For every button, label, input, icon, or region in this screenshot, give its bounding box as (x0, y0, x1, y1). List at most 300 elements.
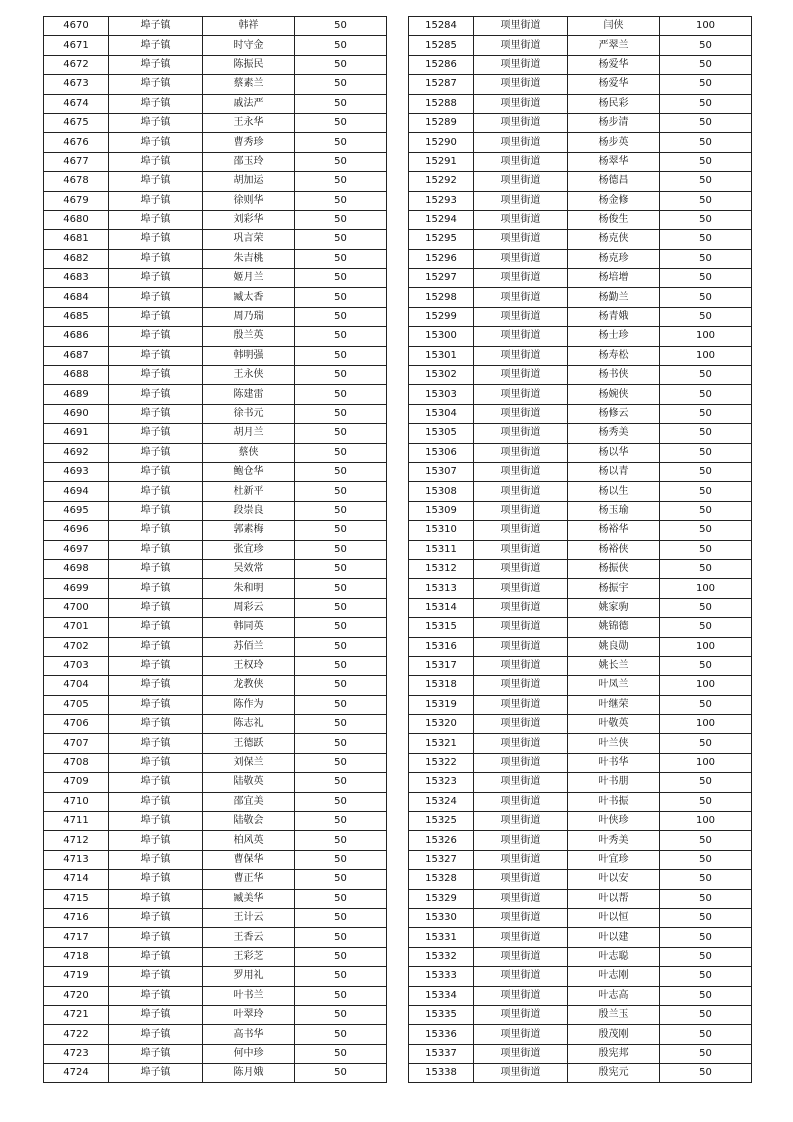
table-row (409, 249, 752, 268)
person-name-cell: 鲍仓华 (203, 462, 295, 481)
district-cell: 埠子镇 (109, 482, 203, 501)
amount-cell: 50 (295, 928, 387, 947)
amount-cell: 50 (295, 676, 387, 695)
amount-cell: 50 (295, 191, 387, 210)
table-row (44, 792, 387, 811)
record-number-cell: 15309 (409, 501, 474, 520)
record-number-cell: 15333 (409, 967, 474, 986)
record-number-cell: 15288 (409, 94, 474, 113)
district-cell: 项里街道 (474, 249, 568, 268)
amount-cell: 50 (295, 404, 387, 423)
record-number-cell: 4704 (44, 676, 109, 695)
district-cell: 埠子镇 (109, 385, 203, 404)
table-row (409, 55, 752, 74)
district-cell: 项里街道 (474, 947, 568, 966)
district-cell: 项里街道 (474, 75, 568, 94)
person-name-cell: 姚长兰 (568, 656, 660, 675)
district-cell: 埠子镇 (109, 947, 203, 966)
amount-cell: 50 (295, 1025, 387, 1044)
table-row (409, 17, 752, 36)
district-cell: 项里街道 (474, 812, 568, 831)
record-number-cell: 4713 (44, 850, 109, 869)
district-cell: 埠子镇 (109, 850, 203, 869)
district-cell: 埠子镇 (109, 443, 203, 462)
amount-cell: 50 (660, 831, 752, 850)
amount-cell: 50 (295, 385, 387, 404)
district-cell: 项里街道 (474, 191, 568, 210)
amount-cell: 50 (295, 443, 387, 462)
person-name-cell: 杨勤兰 (568, 288, 660, 307)
district-cell: 埠子镇 (109, 695, 203, 714)
table-row (409, 482, 752, 501)
district-cell: 埠子镇 (109, 773, 203, 792)
person-name-cell: 杨秀美 (568, 424, 660, 443)
record-number-cell: 15292 (409, 172, 474, 191)
record-number-cell: 4714 (44, 870, 109, 889)
record-number-cell: 15327 (409, 850, 474, 869)
record-number-cell: 4685 (44, 307, 109, 326)
record-number-cell: 4721 (44, 1005, 109, 1024)
amount-cell: 50 (660, 482, 752, 501)
district-cell: 项里街道 (474, 870, 568, 889)
district-cell: 项里街道 (474, 753, 568, 772)
record-number-cell: 15313 (409, 579, 474, 598)
person-name-cell: 曹秀珍 (203, 133, 295, 152)
record-number-cell: 4680 (44, 210, 109, 229)
district-cell: 埠子镇 (109, 172, 203, 191)
person-name-cell: 蔡侠 (203, 443, 295, 462)
record-number-cell: 4697 (44, 540, 109, 559)
amount-cell: 100 (660, 327, 752, 346)
table-row (44, 327, 387, 346)
district-cell: 项里街道 (474, 637, 568, 656)
table-row (44, 424, 387, 443)
record-number-cell: 15321 (409, 734, 474, 753)
district-cell: 埠子镇 (109, 424, 203, 443)
amount-cell: 50 (295, 889, 387, 908)
table-row (409, 753, 752, 772)
amount-cell: 50 (660, 269, 752, 288)
record-number-cell: 15302 (409, 366, 474, 385)
district-cell: 埠子镇 (109, 307, 203, 326)
record-number-cell: 4701 (44, 618, 109, 637)
table-row (409, 307, 752, 326)
district-cell: 埠子镇 (109, 462, 203, 481)
record-number-cell: 15318 (409, 676, 474, 695)
record-number-cell: 4677 (44, 152, 109, 171)
district-cell: 埠子镇 (109, 618, 203, 637)
table-row (44, 36, 387, 55)
amount-cell: 50 (295, 249, 387, 268)
table-row (44, 55, 387, 74)
district-cell: 项里街道 (474, 269, 568, 288)
district-cell: 项里街道 (474, 889, 568, 908)
table-row (409, 327, 752, 346)
amount-cell: 50 (295, 482, 387, 501)
person-name-cell: 杨培增 (568, 269, 660, 288)
table-row (409, 734, 752, 753)
district-cell: 埠子镇 (109, 986, 203, 1005)
person-name-cell: 叶以恒 (568, 908, 660, 927)
record-number-cell: 4676 (44, 133, 109, 152)
person-name-cell: 叶凤兰 (568, 676, 660, 695)
record-number-cell: 4695 (44, 501, 109, 520)
person-name-cell: 徐书元 (203, 404, 295, 423)
table-row (44, 598, 387, 617)
table-row (44, 191, 387, 210)
amount-cell: 50 (660, 618, 752, 637)
amount-cell: 50 (295, 850, 387, 869)
district-cell: 埠子镇 (109, 521, 203, 540)
amount-cell: 50 (660, 967, 752, 986)
table-row (409, 676, 752, 695)
district-cell: 项里街道 (474, 482, 568, 501)
district-cell: 项里街道 (474, 540, 568, 559)
person-name-cell: 胡月兰 (203, 424, 295, 443)
person-name-cell: 王香云 (203, 928, 295, 947)
person-name-cell: 叶敬英 (568, 715, 660, 734)
district-cell: 项里街道 (474, 928, 568, 947)
table-row (44, 928, 387, 947)
person-name-cell: 戚法严 (203, 94, 295, 113)
table-row (409, 618, 752, 637)
person-name-cell: 杨以生 (568, 482, 660, 501)
table-row (44, 676, 387, 695)
person-name-cell: 时守金 (203, 36, 295, 55)
record-number-cell: 4723 (44, 1044, 109, 1063)
amount-cell: 100 (660, 346, 752, 365)
record-number-cell: 15293 (409, 191, 474, 210)
amount-cell: 50 (660, 734, 752, 753)
person-name-cell: 叶以建 (568, 928, 660, 947)
person-name-cell: 叶以安 (568, 870, 660, 889)
person-name-cell: 杨青娥 (568, 307, 660, 326)
record-number-cell: 4712 (44, 831, 109, 850)
record-number-cell: 15308 (409, 482, 474, 501)
person-name-cell: 柏风英 (203, 831, 295, 850)
person-name-cell: 杨以华 (568, 443, 660, 462)
person-name-cell: 严翠兰 (568, 36, 660, 55)
person-name-cell: 杨金修 (568, 191, 660, 210)
amount-cell: 50 (660, 443, 752, 462)
district-cell: 埠子镇 (109, 501, 203, 520)
record-number-cell: 4688 (44, 366, 109, 385)
record-number-cell: 4706 (44, 715, 109, 734)
record-number-cell: 4672 (44, 55, 109, 74)
person-name-cell: 龙教侠 (203, 676, 295, 695)
table-row (44, 307, 387, 326)
amount-cell: 50 (660, 462, 752, 481)
amount-cell: 50 (660, 152, 752, 171)
district-cell: 埠子镇 (109, 559, 203, 578)
record-number-cell: 4707 (44, 734, 109, 753)
person-name-cell: 邵宜美 (203, 792, 295, 811)
person-name-cell: 杨爱华 (568, 55, 660, 74)
district-cell: 项里街道 (474, 327, 568, 346)
district-cell: 项里街道 (474, 1064, 568, 1083)
person-name-cell: 刘保兰 (203, 753, 295, 772)
district-cell: 项里街道 (474, 366, 568, 385)
person-name-cell: 杨步英 (568, 133, 660, 152)
district-cell: 埠子镇 (109, 889, 203, 908)
person-name-cell: 叶志刚 (568, 967, 660, 986)
person-name-cell: 段崇良 (203, 501, 295, 520)
amount-cell: 50 (295, 812, 387, 831)
table-row (409, 113, 752, 132)
table-row (409, 501, 752, 520)
amount-cell: 50 (295, 55, 387, 74)
record-number-cell: 4673 (44, 75, 109, 94)
person-name-cell: 姚良勋 (568, 637, 660, 656)
amount-cell: 50 (295, 288, 387, 307)
district-cell: 项里街道 (474, 1005, 568, 1024)
person-name-cell: 刘彩华 (203, 210, 295, 229)
amount-cell: 50 (660, 559, 752, 578)
table-row (409, 908, 752, 927)
district-cell: 项里街道 (474, 656, 568, 675)
amount-cell: 50 (295, 1005, 387, 1024)
district-cell: 埠子镇 (109, 656, 203, 675)
record-number-cell: 15285 (409, 36, 474, 55)
table-row (44, 152, 387, 171)
table-row (409, 152, 752, 171)
person-name-cell: 叶志聪 (568, 947, 660, 966)
record-number-cell: 15331 (409, 928, 474, 947)
person-name-cell: 郭素梅 (203, 521, 295, 540)
district-cell: 埠子镇 (109, 812, 203, 831)
table-row (44, 521, 387, 540)
amount-cell: 50 (660, 1064, 752, 1083)
table-row (409, 288, 752, 307)
district-cell: 项里街道 (474, 715, 568, 734)
amount-cell: 100 (660, 579, 752, 598)
table-row (409, 385, 752, 404)
amount-cell: 50 (295, 327, 387, 346)
record-number-cell: 4719 (44, 967, 109, 986)
table-row (409, 36, 752, 55)
district-cell: 埠子镇 (109, 870, 203, 889)
district-cell: 项里街道 (474, 850, 568, 869)
person-name-cell: 杨裕侠 (568, 540, 660, 559)
person-name-cell: 杨振侠 (568, 559, 660, 578)
district-cell: 埠子镇 (109, 715, 203, 734)
amount-cell: 50 (295, 734, 387, 753)
record-number-cell: 4678 (44, 172, 109, 191)
amount-cell: 50 (295, 230, 387, 249)
district-cell: 埠子镇 (109, 1005, 203, 1024)
table-row (44, 249, 387, 268)
table-row (409, 637, 752, 656)
person-name-cell: 胡加运 (203, 172, 295, 191)
amount-cell: 100 (660, 676, 752, 695)
amount-cell: 100 (660, 637, 752, 656)
district-cell: 埠子镇 (109, 1044, 203, 1063)
amount-cell: 50 (295, 656, 387, 675)
table-row (409, 947, 752, 966)
table-row (409, 230, 752, 249)
table-row (409, 715, 752, 734)
district-cell: 项里街道 (474, 695, 568, 714)
record-number-cell: 15291 (409, 152, 474, 171)
record-number-cell: 4718 (44, 947, 109, 966)
person-name-cell: 周乃瑞 (203, 307, 295, 326)
person-name-cell: 叶翠玲 (203, 1005, 295, 1024)
record-number-cell: 4694 (44, 482, 109, 501)
person-name-cell: 杨步清 (568, 113, 660, 132)
table-row (44, 559, 387, 578)
record-number-cell: 4709 (44, 773, 109, 792)
person-name-cell: 杨德昌 (568, 172, 660, 191)
district-cell: 埠子镇 (109, 753, 203, 772)
person-name-cell: 蔡素兰 (203, 75, 295, 94)
district-cell: 埠子镇 (109, 404, 203, 423)
record-number-cell: 15311 (409, 540, 474, 559)
record-number-cell: 15301 (409, 346, 474, 365)
record-number-cell: 4710 (44, 792, 109, 811)
district-cell: 项里街道 (474, 908, 568, 927)
record-number-cell: 4705 (44, 695, 109, 714)
amount-cell: 50 (660, 75, 752, 94)
record-number-cell: 15299 (409, 307, 474, 326)
district-cell: 项里街道 (474, 404, 568, 423)
district-cell: 埠子镇 (109, 1064, 203, 1083)
person-name-cell: 姚锦德 (568, 618, 660, 637)
record-number-cell: 4698 (44, 559, 109, 578)
person-name-cell: 邵玉玲 (203, 152, 295, 171)
record-number-cell: 15316 (409, 637, 474, 656)
person-name-cell: 姬月兰 (203, 269, 295, 288)
person-name-cell: 杨以青 (568, 462, 660, 481)
amount-cell: 50 (295, 346, 387, 365)
person-name-cell: 罗用礼 (203, 967, 295, 986)
amount-cell: 50 (295, 152, 387, 171)
person-name-cell: 徐则华 (203, 191, 295, 210)
person-name-cell: 苏佰兰 (203, 637, 295, 656)
district-cell: 项里街道 (474, 792, 568, 811)
table-row (409, 462, 752, 481)
district-cell: 项里街道 (474, 734, 568, 753)
table-row (44, 540, 387, 559)
district-cell: 项里街道 (474, 559, 568, 578)
district-cell: 埠子镇 (109, 1025, 203, 1044)
person-name-cell: 闫侠 (568, 17, 660, 36)
person-name-cell: 杨玉瑜 (568, 501, 660, 520)
table-row (44, 1025, 387, 1044)
table-row (409, 831, 752, 850)
person-name-cell: 殷兰玉 (568, 1005, 660, 1024)
amount-cell: 50 (660, 521, 752, 540)
person-name-cell: 巩言荣 (203, 230, 295, 249)
table-row (44, 501, 387, 520)
person-name-cell: 王彩芝 (203, 947, 295, 966)
district-cell: 项里街道 (474, 36, 568, 55)
amount-cell: 50 (660, 113, 752, 132)
person-name-cell: 陈志礼 (203, 715, 295, 734)
person-name-cell: 陆敬英 (203, 773, 295, 792)
person-name-cell: 杨婉侠 (568, 385, 660, 404)
table-row (44, 462, 387, 481)
record-number-cell: 4722 (44, 1025, 109, 1044)
record-number-cell: 15325 (409, 812, 474, 831)
amount-cell: 100 (660, 812, 752, 831)
record-number-cell: 15322 (409, 753, 474, 772)
person-name-cell: 殷茂刚 (568, 1025, 660, 1044)
record-number-cell: 4699 (44, 579, 109, 598)
district-cell: 项里街道 (474, 172, 568, 191)
table-row (409, 1025, 752, 1044)
amount-cell: 50 (660, 424, 752, 443)
record-number-cell: 15328 (409, 870, 474, 889)
record-number-cell: 15296 (409, 249, 474, 268)
person-name-cell: 吴效常 (203, 559, 295, 578)
record-number-cell: 4716 (44, 908, 109, 927)
amount-cell: 50 (295, 540, 387, 559)
record-number-cell: 4711 (44, 812, 109, 831)
person-name-cell: 姚家驹 (568, 598, 660, 617)
table-row (409, 967, 752, 986)
amount-cell: 50 (660, 850, 752, 869)
record-number-cell: 4693 (44, 462, 109, 481)
district-cell: 埠子镇 (109, 152, 203, 171)
person-name-cell: 韩同英 (203, 618, 295, 637)
table-row (44, 947, 387, 966)
person-name-cell: 陈作为 (203, 695, 295, 714)
record-number-cell: 15300 (409, 327, 474, 346)
amount-cell: 50 (660, 55, 752, 74)
table-row (409, 656, 752, 675)
amount-cell: 50 (660, 133, 752, 152)
record-number-cell: 4717 (44, 928, 109, 947)
amount-cell: 100 (660, 17, 752, 36)
district-cell: 埠子镇 (109, 36, 203, 55)
table-row (44, 812, 387, 831)
amount-cell: 50 (660, 191, 752, 210)
table-row (409, 1005, 752, 1024)
table-row (409, 424, 752, 443)
record-number-cell: 15324 (409, 792, 474, 811)
district-cell: 项里街道 (474, 773, 568, 792)
table-row (409, 812, 752, 831)
district-cell: 埠子镇 (109, 249, 203, 268)
amount-cell: 50 (295, 133, 387, 152)
district-cell: 埠子镇 (109, 346, 203, 365)
record-number-cell: 15323 (409, 773, 474, 792)
amount-cell: 50 (660, 792, 752, 811)
amount-cell: 50 (660, 501, 752, 520)
person-name-cell: 陈建雷 (203, 385, 295, 404)
amount-cell: 50 (295, 792, 387, 811)
person-name-cell: 韩祥 (203, 17, 295, 36)
record-number-cell: 15298 (409, 288, 474, 307)
table-row (44, 269, 387, 288)
record-number-cell: 4691 (44, 424, 109, 443)
table-row (44, 579, 387, 598)
district-cell: 埠子镇 (109, 908, 203, 927)
district-cell: 埠子镇 (109, 579, 203, 598)
district-cell: 埠子镇 (109, 94, 203, 113)
amount-cell: 50 (295, 366, 387, 385)
right-table-body (409, 17, 752, 1083)
district-cell: 埠子镇 (109, 17, 203, 36)
amount-cell: 50 (295, 753, 387, 772)
district-cell: 埠子镇 (109, 75, 203, 94)
record-number-cell: 15319 (409, 695, 474, 714)
record-number-cell: 15305 (409, 424, 474, 443)
person-name-cell: 叶宜珍 (568, 850, 660, 869)
amount-cell: 50 (660, 210, 752, 229)
table-row (409, 404, 752, 423)
table-row (409, 1064, 752, 1083)
